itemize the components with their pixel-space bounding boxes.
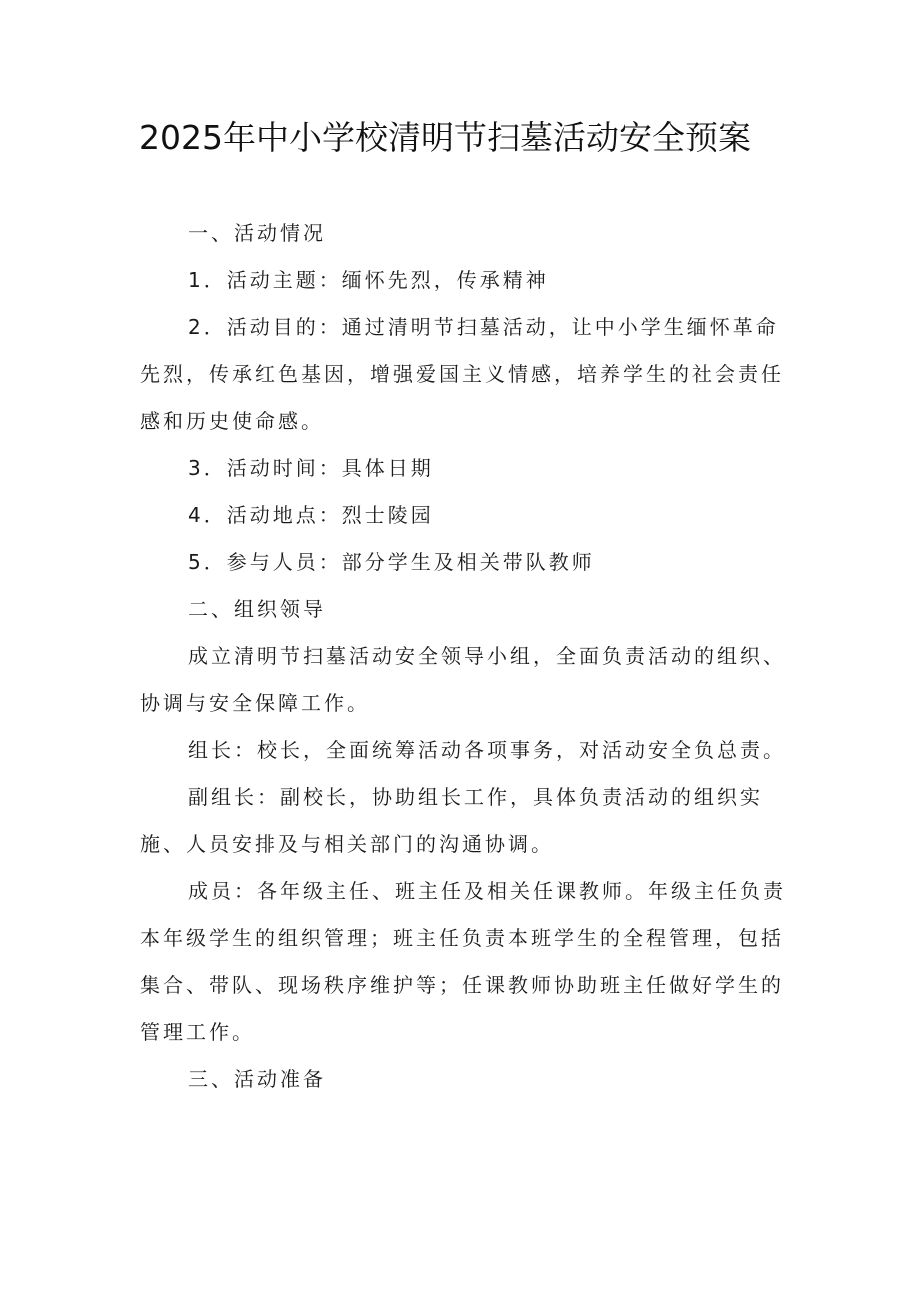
paragraph-participants: 5．参与人员：部分学生及相关带队教师 [188,550,595,574]
paragraph-leadership-group: 成立清明节扫墓活动安全领导小组，全面负责活动的组织、协调与安全保障工作。 [140,644,786,715]
paragraph-group-leader: 组长：校长，全面统筹活动各项事务，对活动安全负总责。 [188,738,786,762]
document-body [140,210,790,1103]
paragraph-activity-purpose: 2．活动目的：通过清明节扫墓活动，让中小学生缅怀革命先烈，传承红色基因，增强爱国主义情感，培养学生的社会责任感和历史使命感。 [140,315,784,433]
paragraph-deputy-leader: 副组长：副校长，协助组长工作，具体负责活动的组织实施、人员安排及与相关部门的沟通协调。 [140,785,763,856]
paragraph-activity-time: 3．活动时间：具体日期 [188,456,434,480]
document-title: 2025年中小学校清明节扫墓活动安全预案 [139,118,751,157]
paragraph-activity-location: 4．活动地点：烈士陵园 [188,503,434,527]
section-heading-3: 三、活动准备 [188,1067,326,1091]
paragraph-activity-theme: 1．活动主题：缅怀先烈，传承精神 [188,268,549,292]
paragraph-members: 成员：各年级主任、班主任及相关任课教师。年级主任负责本年级学生的组织管理；班主任负责本班学生的全程管理，包括集合、带队、现场秩序维护等；任课教师协助班主任做好学生的管理工作。 [140,879,786,1044]
section-heading-1: 一、活动情况 [188,221,326,245]
section-heading-2: 二、组织领导 [188,597,326,621]
